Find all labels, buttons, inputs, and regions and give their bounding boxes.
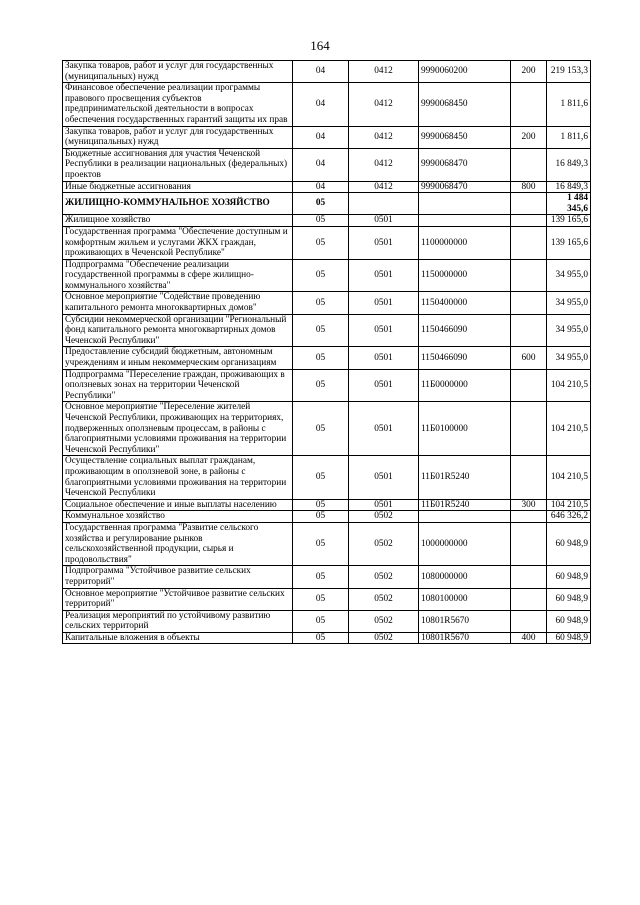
row-subsection-code: 0502 xyxy=(349,610,419,632)
row-subsection-code: 0412 xyxy=(349,181,419,193)
row-amount: 60 948,9 xyxy=(547,610,591,632)
row-subsection-code: 0502 xyxy=(349,588,419,610)
row-amount: 139 165,6 xyxy=(547,215,591,227)
row-amount: 1 811,6 xyxy=(547,126,591,148)
row-section-code: 04 xyxy=(293,61,349,83)
row-expense-type xyxy=(511,522,547,565)
page-number: 164 xyxy=(310,38,330,53)
row-name: Подпрограмма "Обеспечение реализации государственной программы в сфере жилищно-коммунального хозяйства" xyxy=(63,259,293,292)
table-row xyxy=(63,292,591,314)
row-name: Коммунальное хозяйство xyxy=(63,511,293,523)
row-subsection-code: 0502 xyxy=(349,632,419,644)
row-expense-type xyxy=(511,456,547,499)
row-expense-type xyxy=(511,610,547,632)
row-section-code: 05 xyxy=(293,610,349,632)
row-expense-type xyxy=(511,369,547,402)
row-target-article: 1150000000 xyxy=(419,259,511,292)
row-subsection-code: 0502 xyxy=(349,511,419,523)
row-amount: 60 948,9 xyxy=(547,566,591,588)
row-target-article: 9990068470 xyxy=(419,181,511,193)
table-row xyxy=(63,456,591,499)
row-name: Капитальные вложения в объекты xyxy=(63,632,293,644)
row-section-code: 05 xyxy=(293,456,349,499)
row-target-article: 9990068450 xyxy=(419,126,511,148)
row-name: Социальное обеспечение и иные выплаты населению xyxy=(63,499,293,511)
row-target-article xyxy=(419,511,511,523)
row-subsection-code: 0412 xyxy=(349,148,419,181)
row-expense-type: 400 xyxy=(511,632,547,644)
row-expense-type: 300 xyxy=(511,499,547,511)
budget-table-body xyxy=(63,61,591,644)
row-section-code: 05 xyxy=(293,215,349,227)
row-section-code: 05 xyxy=(293,522,349,565)
row-amount: 219 153,3 xyxy=(547,61,591,83)
row-name: Иные бюджетные ассигнования xyxy=(63,181,293,193)
row-expense-type xyxy=(511,226,547,259)
row-amount: 34 955,0 xyxy=(547,259,591,292)
row-amount: 16 849,3 xyxy=(547,148,591,181)
row-expense-type xyxy=(511,314,547,347)
row-subsection-code: 0501 xyxy=(349,499,419,511)
row-subsection-code: 0501 xyxy=(349,314,419,347)
table-row xyxy=(63,511,591,523)
row-target-article: 10801R5670 xyxy=(419,632,511,644)
row-amount: 104 210,5 xyxy=(547,456,591,499)
row-expense-type: 600 xyxy=(511,347,547,369)
row-name: Государственная программа "Развитие сельского хозяйства и регулирование рынков сельскохозяйственной продукции, сырья и продовольствия" xyxy=(63,522,293,565)
row-target-article: 1080000000 xyxy=(419,566,511,588)
row-target-article: 1150400000 xyxy=(419,292,511,314)
row-name: Закупка товаров, работ и услуг для государственных (муниципальных) нужд xyxy=(63,126,293,148)
row-subsection-code: 0501 xyxy=(349,402,419,456)
row-subsection-code: 0412 xyxy=(349,83,419,126)
row-section-code: 04 xyxy=(293,83,349,126)
row-expense-type xyxy=(511,83,547,126)
table-row xyxy=(63,193,591,215)
row-target-article: 11Б0000000 xyxy=(419,369,511,402)
row-name: Закупка товаров, работ и услуг для государственных (муниципальных) нужд xyxy=(63,61,293,83)
row-target-article xyxy=(419,215,511,227)
row-expense-type xyxy=(511,215,547,227)
row-name: Подпрограмма "Устойчивое развитие сельских территорий" xyxy=(63,566,293,588)
table-row xyxy=(63,499,591,511)
row-section-code: 05 xyxy=(293,314,349,347)
row-name: Основное мероприятие "Содействие проведению капитального ремонта многоквартирных домов" xyxy=(63,292,293,314)
row-amount: 60 948,9 xyxy=(547,522,591,565)
table-row xyxy=(63,215,591,227)
table-row xyxy=(63,226,591,259)
row-amount: 1 811,6 xyxy=(547,83,591,126)
row-amount: 34 955,0 xyxy=(547,347,591,369)
row-section-code: 05 xyxy=(293,588,349,610)
row-subsection-code: 0501 xyxy=(349,369,419,402)
row-name: Подпрограмма "Переселение граждан, проживающих в оползневых зонах на территории Чеченской Республики" xyxy=(63,369,293,402)
row-name: Финансовое обеспечение реализации программы правового просвещения субъектов предпринимательской деятельности в вопросах обеспечения государственных гарантий защиты их прав xyxy=(63,83,293,126)
row-subsection-code: 0501 xyxy=(349,259,419,292)
row-section-code: 05 xyxy=(293,632,349,644)
table-row xyxy=(63,522,591,565)
budget-table xyxy=(62,60,591,644)
row-target-article: 1100000000 xyxy=(419,226,511,259)
row-target-article: 11Б01R5240 xyxy=(419,499,511,511)
row-name: Основное мероприятие "Устойчивое развитие сельских территорий" xyxy=(63,588,293,610)
row-amount: 104 210,5 xyxy=(547,369,591,402)
row-name: Субсидии некоммерческой организации "Региональный фонд капитального ремонта многоквартирных домов Чеченской Республики" xyxy=(63,314,293,347)
row-target-article: 11Б0100000 xyxy=(419,402,511,456)
row-subsection-code: 0501 xyxy=(349,226,419,259)
row-section-code: 04 xyxy=(293,126,349,148)
row-section-code: 05 xyxy=(293,499,349,511)
row-target-article: 1080100000 xyxy=(419,588,511,610)
row-expense-type xyxy=(511,193,547,215)
row-target-article: 1150466090 xyxy=(419,347,511,369)
row-section-code: 04 xyxy=(293,181,349,193)
table-row xyxy=(63,402,591,456)
row-name: Государственная программа "Обеспечение доступным и комфортным жильем и услугами ЖКХ граждан, проживающих в Чеченской Республике" xyxy=(63,226,293,259)
row-name: Осуществление социальных выплат гражданам, проживающим в оползневой зоне, в районы с благоприятными условиями проживания на территории Чеченской Республики xyxy=(63,456,293,499)
row-section-code: 05 xyxy=(293,566,349,588)
row-subsection-code xyxy=(349,193,419,215)
row-section-code: 05 xyxy=(293,259,349,292)
row-amount: 34 955,0 xyxy=(547,292,591,314)
row-section-code: 05 xyxy=(293,347,349,369)
table-row xyxy=(63,347,591,369)
row-subsection-code: 0501 xyxy=(349,215,419,227)
table-row xyxy=(63,259,591,292)
row-amount: 34 955,0 xyxy=(547,314,591,347)
row-target-article xyxy=(419,193,511,215)
row-amount: 1 484 345,6 xyxy=(547,193,591,215)
table-row xyxy=(63,181,591,193)
row-subsection-code: 0501 xyxy=(349,456,419,499)
row-target-article: 11Б01R5240 xyxy=(419,456,511,499)
row-section-code: 05 xyxy=(293,292,349,314)
table-row xyxy=(63,566,591,588)
row-expense-type xyxy=(511,511,547,523)
row-expense-type: 800 xyxy=(511,181,547,193)
row-expense-type xyxy=(511,148,547,181)
row-expense-type xyxy=(511,402,547,456)
row-subsection-code: 0501 xyxy=(349,292,419,314)
row-section-code: 05 xyxy=(293,402,349,456)
row-expense-type xyxy=(511,292,547,314)
table-row xyxy=(63,61,591,83)
row-amount: 16 849,3 xyxy=(547,181,591,193)
row-section-code: 05 xyxy=(293,226,349,259)
table-row xyxy=(63,610,591,632)
row-name: Жилищное хозяйство xyxy=(63,215,293,227)
row-target-article: 10801R5670 xyxy=(419,610,511,632)
row-target-article: 9990060200 xyxy=(419,61,511,83)
row-amount: 60 948,9 xyxy=(547,632,591,644)
row-subsection-code: 0501 xyxy=(349,347,419,369)
row-name: Предоставление субсидий бюджетным, автономным учреждениям и иным некоммерческим организациям xyxy=(63,347,293,369)
row-section-code: 05 xyxy=(293,511,349,523)
row-subsection-code: 0412 xyxy=(349,126,419,148)
table-row xyxy=(63,632,591,644)
row-amount: 104 210,5 xyxy=(547,402,591,456)
table-row xyxy=(63,148,591,181)
row-target-article: 1150466090 xyxy=(419,314,511,347)
table-row xyxy=(63,369,591,402)
row-expense-type xyxy=(511,588,547,610)
table-row xyxy=(63,314,591,347)
table-row xyxy=(63,588,591,610)
row-subsection-code: 0502 xyxy=(349,566,419,588)
row-target-article: 9990068450 xyxy=(419,83,511,126)
row-name: Бюджетные ассигнования для участия Чеченской Республики в реализации национальных (федеральных) проектов xyxy=(63,148,293,181)
row-amount: 646 326,2 xyxy=(547,511,591,523)
row-subsection-code: 0412 xyxy=(349,61,419,83)
row-expense-type: 200 xyxy=(511,126,547,148)
row-target-article: 1000000000 xyxy=(419,522,511,565)
row-amount: 104 210,5 xyxy=(547,499,591,511)
row-amount: 60 948,9 xyxy=(547,588,591,610)
row-name: Основное мероприятие "Переселение жителей Чеченской Республики, проживающих на территориях, подверженных оползневым процессам, в районы с благоприятными условиями проживания на территории Чеченской Республики" xyxy=(63,402,293,456)
row-expense-type xyxy=(511,566,547,588)
row-expense-type: 200 xyxy=(511,61,547,83)
row-amount: 139 165,6 xyxy=(547,226,591,259)
row-name: Реализация мероприятий по устойчивому развитию сельских территорий xyxy=(63,610,293,632)
row-subsection-code: 0502 xyxy=(349,522,419,565)
row-section-code: 05 xyxy=(293,193,349,215)
table-row xyxy=(63,83,591,126)
row-section-code: 05 xyxy=(293,369,349,402)
table-row xyxy=(63,126,591,148)
row-target-article: 9990068470 xyxy=(419,148,511,181)
row-expense-type xyxy=(511,259,547,292)
row-section-code: 04 xyxy=(293,148,349,181)
row-name: ЖИЛИЩНО-КОММУНАЛЬНОЕ ХОЗЯЙСТВО xyxy=(63,193,293,215)
